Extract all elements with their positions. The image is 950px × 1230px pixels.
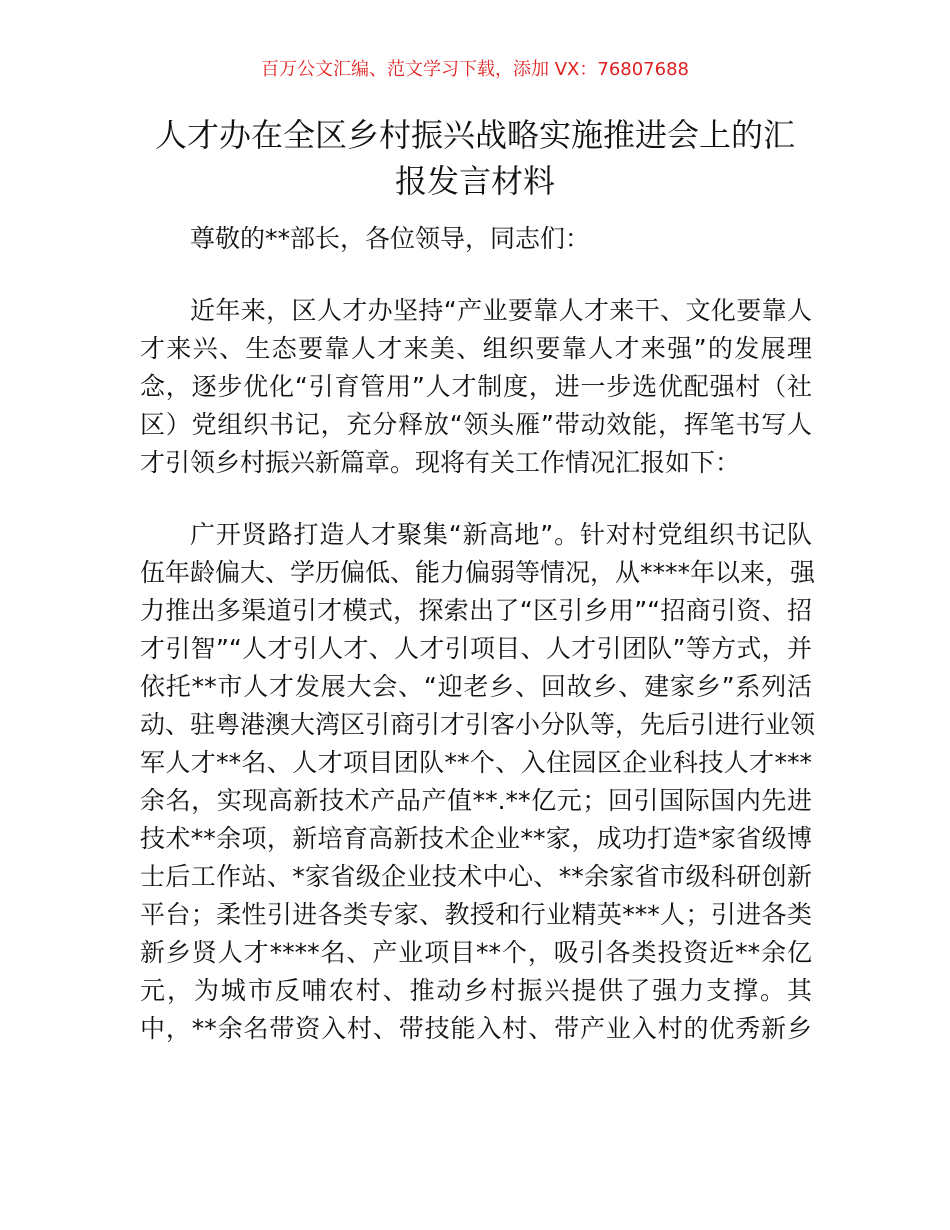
title-line: 报发言材料 — [394, 162, 555, 200]
text-line: 平台；柔性引进各类专家、教授和行业精英***人；引进各类 — [140, 900, 812, 929]
greeting-paragraph — [140, 220, 812, 258]
text-line: 中，**余名带资入村、带技能入村、带产业入村的优秀新乡 — [140, 1014, 812, 1043]
text-line: 力推出多渠道引才模式，探索出了“区引乡用”“招商引资、招 — [140, 596, 812, 625]
greeting: 尊敬的**部长，各位领导，同志们： — [190, 224, 591, 253]
paragraph-talent — [140, 516, 816, 1048]
text-line: 念，逐步优化“引育管用”人才制度，进一步选优配强村（社 — [140, 372, 812, 401]
text-line: 广开贤路打造人才聚集“新高地”。针对村党组织书记队 — [190, 520, 812, 549]
text-line: 军人才**名、人才项目团队**个、入住园区企业科技人才*** — [140, 748, 812, 777]
watermark-header: 百万公文汇编、范文学习下载，添加 VX：76807688 — [261, 59, 689, 80]
document-body — [140, 220, 816, 1082]
text-line: 才引领乡村振兴新篇章。现将有关工作情况汇报如下： — [140, 448, 741, 477]
text-line: 元，为城市反哺农村、推动乡村振兴提供了强力支撑。其 — [140, 976, 812, 1005]
paragraph-intro — [140, 292, 812, 482]
title-line: 人才办在全区乡村振兴战略实施推进会上的汇 — [154, 116, 795, 154]
text-line: 动、驻粤港澳大湾区引商引才引客小分队等，先后引进行业领 — [140, 710, 816, 739]
text-line: 区）党组织书记，充分释放“领头雁”带动效能，挥笔书写人 — [140, 410, 812, 439]
text-line: 才来兴、生态要靠人才来美、组织要靠人才来强”的发展理 — [140, 334, 812, 363]
text-line: 近年来，区人才办坚持“产业要靠人才来干、文化要靠人 — [190, 296, 812, 325]
text-line: 伍年龄偏大、学历偏低、能力偏弱等情况，从****年以来，强 — [140, 558, 816, 587]
text-line: 才引智”“人才引人才、人才引项目、人才引团队”等方式，并 — [140, 634, 812, 663]
text-line: 依托**市人才发展大会、“迎老乡、回故乡、建家乡”系列活 — [140, 672, 812, 701]
document-title — [140, 112, 810, 204]
text-line: 新乡贤人才****名、产业项目**个，吸引各类投资近**余亿 — [140, 938, 812, 967]
text-line: 余名，实现高新技术产品产值**.**亿元；回引国际国内先进 — [140, 786, 812, 815]
text-line: 技术**余项，新培育高新技术企业**家，成功打造*家省级博 — [140, 824, 812, 853]
text-line: 士后工作站、*家省级企业技术中心、**余家省市级科研创新 — [140, 862, 812, 891]
